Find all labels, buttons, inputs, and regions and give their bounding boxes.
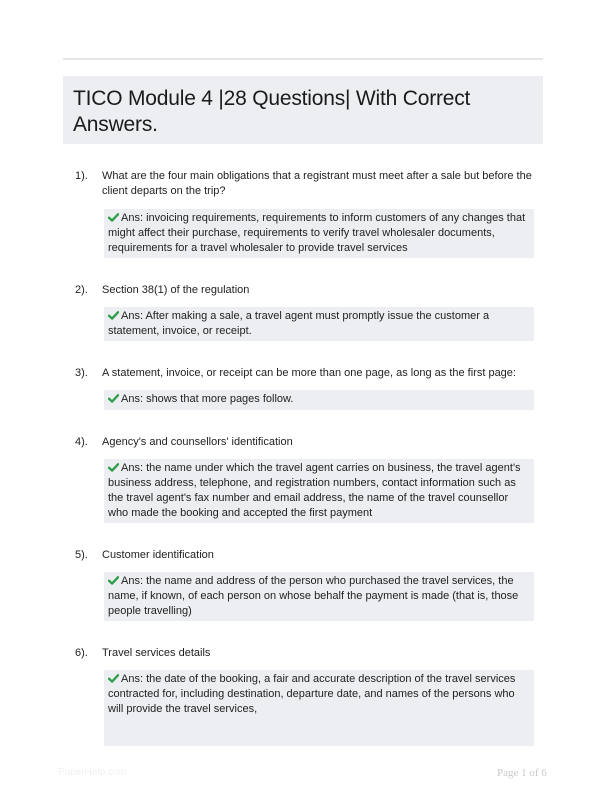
question-text: Travel services details xyxy=(102,647,211,659)
question-number: 4). xyxy=(75,436,88,448)
answer-box xyxy=(104,459,534,523)
question-number: 5). xyxy=(75,549,88,561)
question-number: 6). xyxy=(75,647,88,659)
document-title: TICO Module 4 |28 Questions| With Correct Answers. xyxy=(73,87,471,136)
question-text: Agency's and counsellors' identification xyxy=(102,436,293,448)
question-text: A statement, invoice, or receipt can be more than one page, as long as the first page: xyxy=(102,367,516,379)
question-text: Customer identification xyxy=(102,549,214,561)
answer-box xyxy=(104,307,534,341)
question-text: Section 38(1) of the regulation xyxy=(102,284,250,296)
question-text: What are the four main obligations that a registrant must meet after a sale but before the client departs on the trip? xyxy=(102,170,532,197)
answer-box xyxy=(104,670,534,746)
answer-text: Ans: the name and address of the person who purchased the travel services, the name, if known, of each person on whose behalf the payment is made (that is, those people travelling) xyxy=(108,575,519,617)
check-icon xyxy=(108,674,119,683)
answer-text: Ans: invoicing requirements, requirements to inform customers of any changes that might affect their purchase, requirements to verify travel wholesaler documents, requirements for a travel wholesaler to provide travel services xyxy=(108,212,526,254)
question-number: 1). xyxy=(75,170,88,182)
check-icon xyxy=(108,311,119,320)
answer-text: Ans: After making a sale, a travel agent must promptly issue the customer a statement, invoice, or receipt. xyxy=(108,310,490,337)
page-number: Page 1 of 6 xyxy=(497,767,547,779)
answer-text: Ans: shows that more pages follow. xyxy=(121,393,294,405)
check-icon xyxy=(108,576,119,585)
question-number: 3). xyxy=(75,367,88,379)
question-number: 2). xyxy=(75,284,88,296)
answer-text: Ans: the date of the booking, a fair and accurate description of the travel services contracted for, including destination, departure date, and names of the persons who will provide the travel services, xyxy=(108,673,516,715)
answer-box xyxy=(104,209,534,258)
check-icon xyxy=(108,213,119,222)
answer-box xyxy=(104,572,534,621)
answer-text: Ans: the name under which the travel agent carries on business, the travel agent's business address, telephone, and registration numbers, contact information such as the travel agent's fax number and email address, the name of the travel counsellor who made the booking and accepted the first payment xyxy=(108,462,521,519)
check-icon xyxy=(108,463,119,472)
title-banner xyxy=(63,76,543,144)
top-divider xyxy=(63,58,543,60)
check-icon xyxy=(108,394,119,403)
answer-box xyxy=(104,390,534,410)
footer-watermark: PaperHelp.com xyxy=(58,767,127,778)
